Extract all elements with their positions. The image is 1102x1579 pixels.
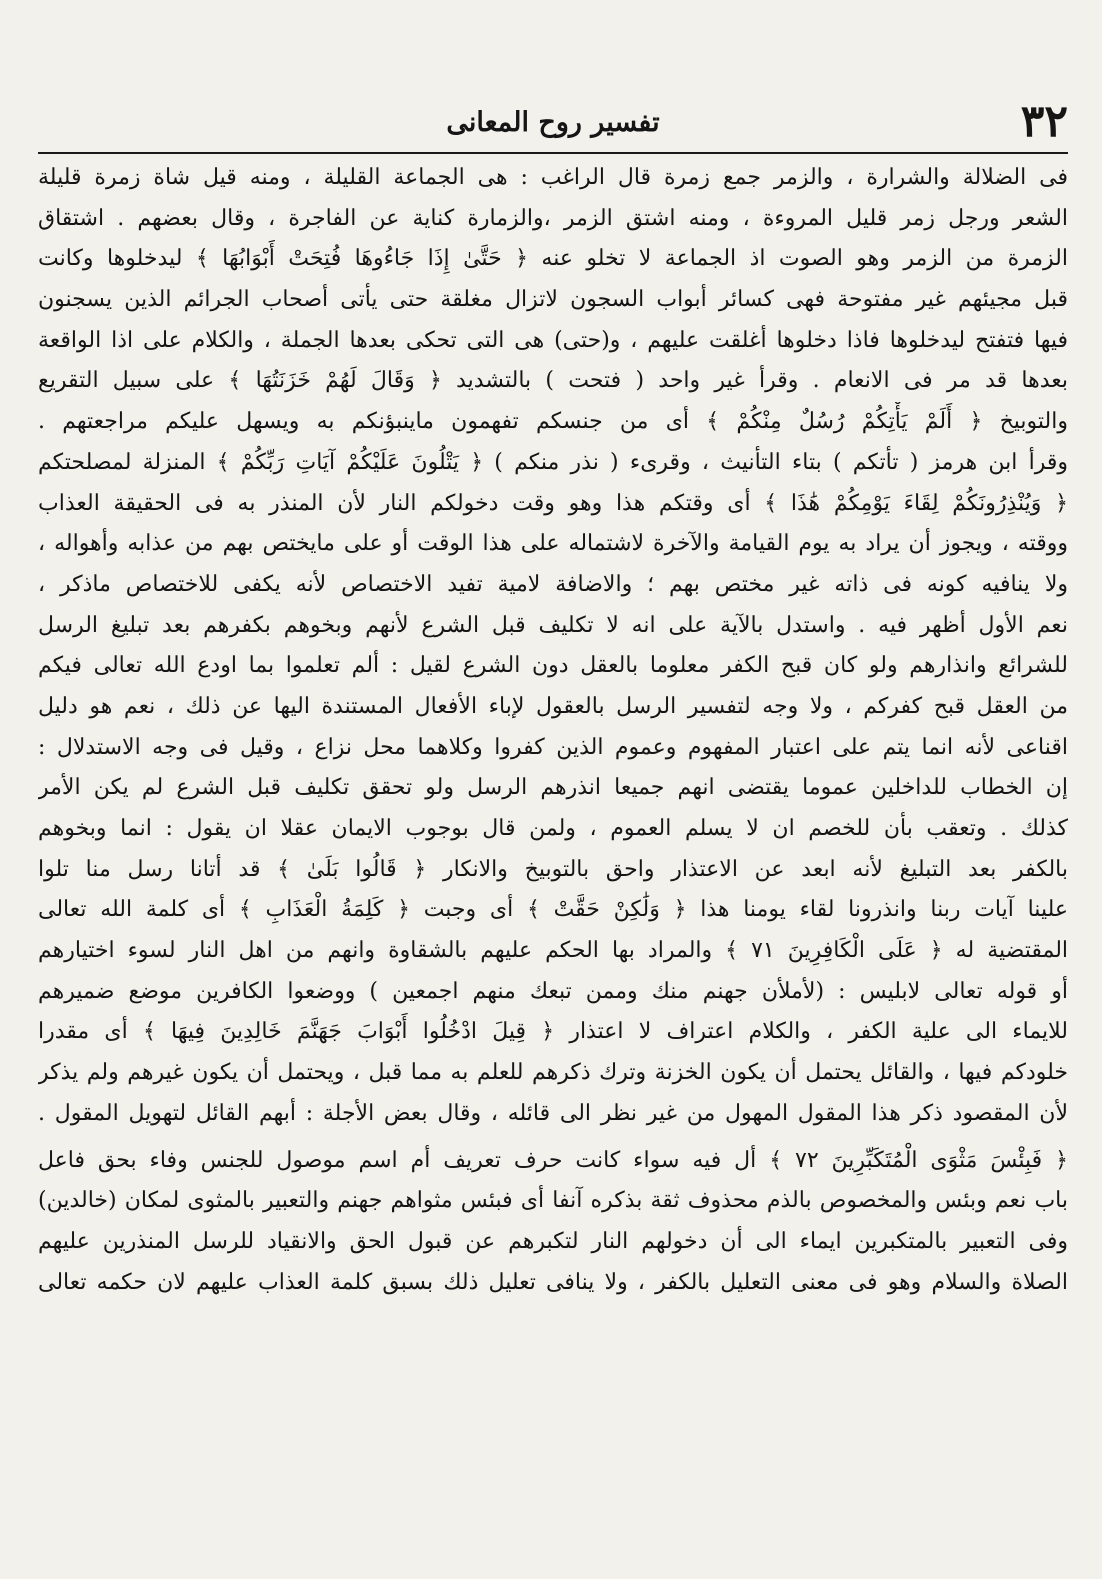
text-line: للايماء الى علية الكفر ، والكلام اعتراف لا اعتذار ﴿ قِيلَ ادْخُلُوا أَبْوَابَ جَهَنَّمَ خَالِدِينَ فِيهَا ﴾ أى مقدرا [38,1019,1068,1045]
text-line: كذلك . وتعقب بأن للخصم ان لا يسلم العموم ، ولمن قال بوجوب الايمان عقلا ان يقول : انما وبخوهم [38,816,1068,841]
text-line: فى الضلالة والشرارة ، والزمر جمع زمرة قال الراغب : هى الجماعة القليلة ، ومنه قيل شاة زمرة قليلة [38,165,1068,190]
text-line: من العقل قبح كفركم ، ولا وجه لتفسير الرسل بالعقول لإباء الأفعال المستندة اليها عن ذلك ، نعم هو دليل [38,693,1068,719]
text-line: قبل مجيئهم غير مفتوحة فهى كسائر أبواب السجون لاتزال مغلقة حتى يأتى أصحاب الجرائم الذين يسجنون [38,287,1068,313]
text-line: فيها فتفتح ليدخلوها فاذا دخلوها أغلقت عليهم ، و(حتى) هى التى تحكى بعدها الجملة ، والكلام على اذا الواقعة [38,327,1068,353]
text-line: الزمرة من الزمر وهو الصوت اذ الجماعة لا تخلو عنه ﴿ حَتَّىٰ إِذَا جَاءُوهَا فُتِحَتْ أَبْوَابُهَا ﴾ ليدخلوها وكانت [38,246,1068,272]
text-line: بعدها قد مر فى الانعام . وقرأ غير واحد ( فتحت ) بالتشديد ﴿ وَقَالَ لَهُمْ خَزَنَتُهَا ﴾ على سبيل التقريع [38,368,1068,394]
text-line: لأن المقصود ذكر هذا المقول المهول من غير نظر الى قائله ، وقال بعض الأجلة : أبهم القائل لتهويل المقول . [38,1100,1068,1126]
body-text [38,158,1068,1303]
text-line: ﴿ فَبِئْسَ مَثْوَى الْمُتَكَبِّرِينَ ٧٢ ﴾ أل فيه سواء كانت حرف تعريف أم اسم موصول للجنس وفاء بحق فاعل [38,1147,1068,1173]
text-line: الشعر ورجل زمر قليل المروءة ، ومنه اشتق الزمر ،والزمارة كناية عن الفاجرة ، وقال بعضهم . اشتقاق [38,205,1068,231]
page-header [38,92,1068,154]
text-line: إن الخطاب للداخلين عموما يقتضى انهم جميعا انذرهم الرسل ولو تحقق تكليف قبل الشرع لم يكن الأمر [38,775,1068,801]
text-line: اقناعى لأنه انما يتم على اعتبار المفهوم وعموم الذين كفروا وكلاهما محل نزاع ، وقيل فى وجه الاستدلال : [38,734,1068,760]
text-line: علينا آيات ربنا وانذرونا لقاء يومنا هذا ﴿ وَلَٰكِنْ حَقَّتْ ﴾ أى وجبت ﴿ كَلِمَةُ الْعَذَابِ ﴾ أى كلمة الله تعالى [38,897,1068,923]
text-line: ﴿ وَيُنْذِرُونَكُمْ لِقَاءَ يَوْمِكُمْ هَٰذَا ﴾ أى وقتكم هذا وهو وقت دخولكم النار لأن المنذر به فى الحقيقة العذاب [38,490,1068,516]
page-number: ٣٢ [1020,96,1068,147]
text-line: نعم الأول أظهر فيه . واستدل بالآية على انه لا تكليف قبل الشرع لأنهم وبخوهم بكفرهم بعد تبليغ الرسل [38,612,1068,638]
header-rule [38,152,1068,154]
text-line: المقتضية له ﴿ عَلَى الْكَافِرِينَ ٧١ ﴾ والمراد بها الحكم عليهم بالشقاوة وانهم من اهل النار لسوء اختيارهم [38,938,1068,964]
text-line: باب نعم وبئس والمخصوص بالذم محذوف ثقة بذكره آنفا أى فبئس مثواهم جهنم والتعبير بالمثوى لمكان (خالدين) [38,1188,1068,1214]
text-line: خلودكم فيها ، والقائل يحتمل أن يكون الخزنة وترك ذكرهم للعلم به مما قبل ، ويحتمل أن يكون غيرهم ولم يذكر [38,1060,1068,1086]
text-line: بالكفر بعد التبليغ لأنه ابعد عن الاعتذار واحق بالتوبيخ والانكار ﴿ قَالُوا بَلَىٰ ﴾ قد أتانا رسل منا تلوا [38,856,1068,882]
text-line: ووقته ، ويجوز أن يراد به يوم القيامة والآخرة لاشتماله على هذا الوقت أو على مايختص بهم من عذابه وأهواله ، [38,531,1068,557]
running-title: تفسير روح المعانى [446,107,660,138]
text-line: وفى التعبير بالمتكبرين ايماء الى أن دخولهم النار لتكبرهم عن قبول الحق والانقياد للرسل المنذرين عليهم [38,1228,1068,1254]
text-line: وقرأ ابن هرمز ( تأتكم ) بتاء التأنيث ، وقرىء ( نذر منكم ) ﴿ يَتْلُونَ عَلَيْكُمْ آيَاتِ رَبِّكُمْ ﴾ المنزلة لمصلحتكم [38,449,1068,475]
text-line: للشرائع وانذارهم ولو كان قبح الكفر معلوما بالعقل دون الشرع لقيل : ألم تعلموا بما اودع الله تعالى فيكم [38,653,1068,679]
text-line: ولا ينافيه كونه فى ذاته غير مختص بهم ؛ والاضافة لامية تفيد الاختصاص لأنه يكفى للاختصاص ماذكر ، [38,571,1068,597]
text-line: الصلاة والسلام وهو فى معنى التعليل بالكفر ، ولا ينافى تعليل ذلك بسبق كلمة العذاب عليهم لان حكمه تعالى [38,1269,1068,1295]
text-line: أو قوله تعالى لابليس : (لأملأن جهنم منك وممن تبعك منهم اجمعين ) ووضعوا الكافرين موضع ضميرهم [38,978,1068,1004]
text-line: والتوبيخ ﴿ أَلَمْ يَأْتِكُمْ رُسُلٌ مِنْكُمْ ﴾ أى من جنسكم تفهمون ماينبؤنكم به ويسهل عليكم مراجعتهم . [38,409,1068,435]
